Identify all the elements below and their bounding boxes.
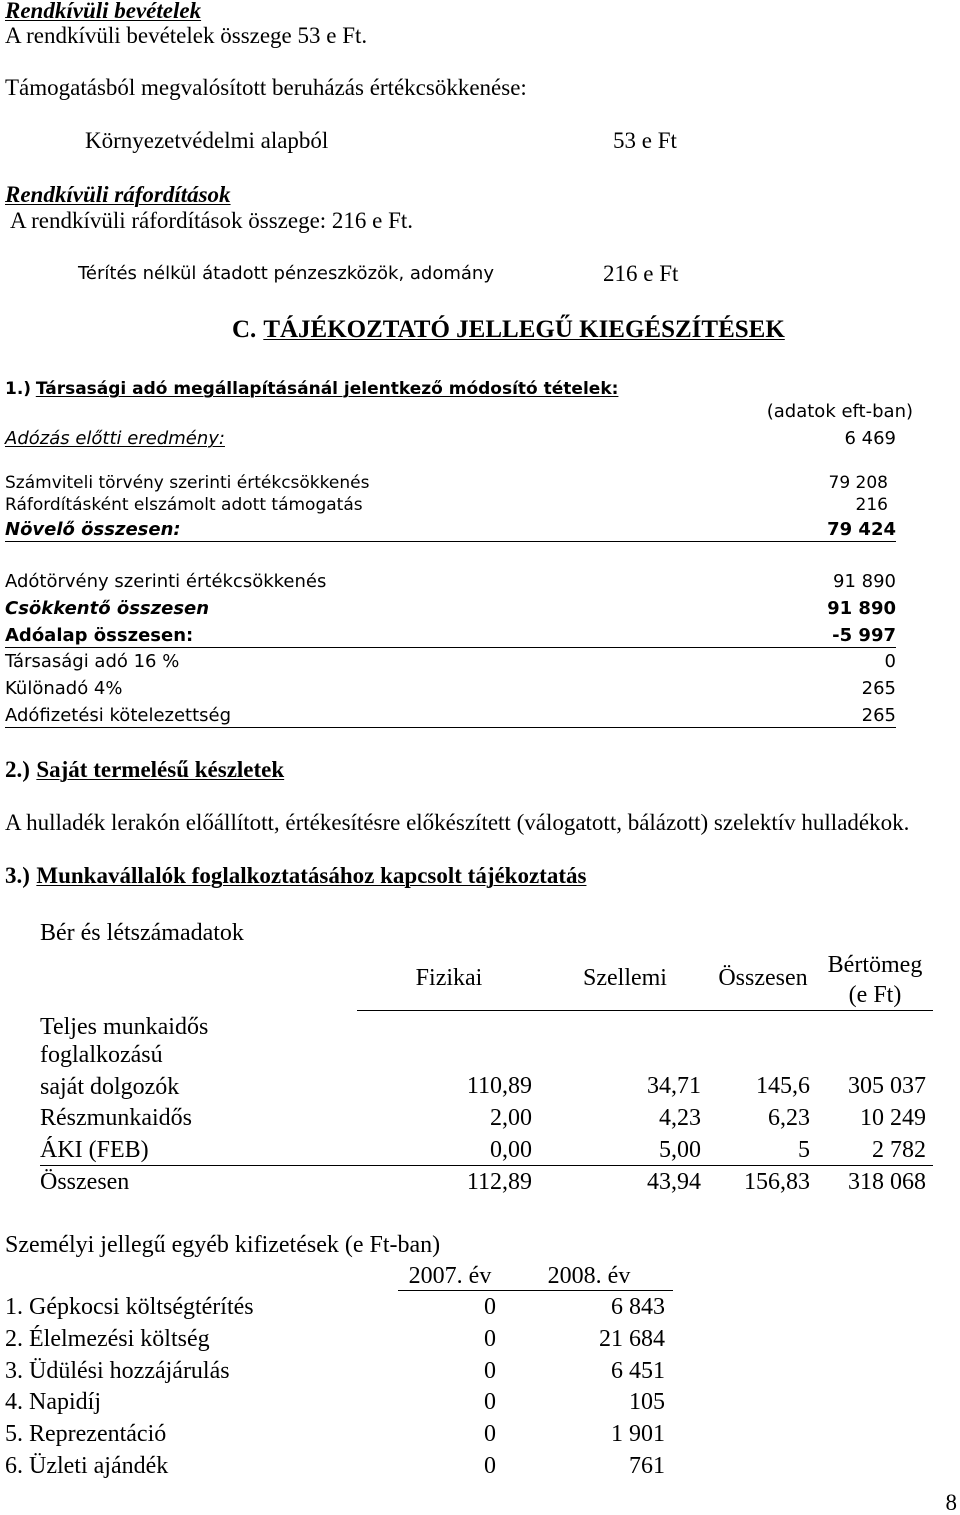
extraordinary-expenses-total: A rendkívüli ráfordítások összege: 216 e Ft. [10,208,414,233]
payment-value-2007: 0 [484,1421,496,1447]
extraordinary-income-total: A rendkívüli bevételek összege 53 e Ft. [5,23,368,48]
inventory-number: 2.) [5,757,30,782]
tax-row-label: Növelő összesen: [5,519,181,540]
section-c-title: TÁJÉKOZTATÓ JELLEGŰ KIEGÉSZÍTÉSEK [263,316,785,343]
payment-value-2008: 6 451 [611,1358,665,1384]
total-rule [40,1165,933,1166]
section-c-heading [232,315,785,345]
table-cell: 5 [798,1137,810,1163]
tax-row-subsidy-expense [5,494,896,516]
payment-value-2007: 0 [484,1294,496,1320]
column-header-white-collar: Szellemi [583,965,667,991]
subsidy-heading: Támogatásból megvalósított beruházás értékcsökkenése: [5,75,527,100]
tax-row-label: Adótörvény szerinti értékcsökkenés [5,571,327,592]
table-cell: 112,89 [466,1169,532,1195]
payment-value-2008: 1 901 [611,1421,665,1447]
tax-row-label: Számviteli törvény szerinti értékcsökkenés [5,473,370,493]
expense-item-label: Térítés nélkül átadott pénzeszközök, adomány [78,263,494,284]
payment-value-2008: 21 684 [599,1326,665,1352]
table-cell: 2,00 [490,1105,532,1131]
tax-row-value: 0 [884,651,896,672]
row-label-full-time-line3: saját dolgozók [40,1074,180,1100]
subsidy-item-value: 53 e Ft [613,128,677,153]
tax-row-accounting-depreciation [5,472,896,494]
tax-row-decrease-total [5,597,896,621]
other-payments-caption: Személyi jellegű egyéb kifizetések (e Ft-ban) [5,1232,441,1258]
inventory-text: A hulladék lerakón előállított, értékesítésre előkészített (válogatott, bálázott) szelektív hulladékok. [5,810,910,835]
payment-label: 2. Élelmezési költség [5,1326,210,1352]
payment-value-2007: 0 [484,1326,496,1352]
table-cell: 2 782 [872,1137,926,1163]
extraordinary-expenses-heading: Rendkívüli ráfordítások [5,182,231,207]
payment-label: 5. Reprezentáció [5,1421,167,1447]
table-cell: 0,00 [490,1137,532,1163]
employment-heading [5,863,586,889]
row-label-part-time: Részmunkaidős [40,1105,192,1131]
column-header-physical: Fizikai [415,965,483,991]
tax-row-label: Adózás előtti eredmény: [5,428,225,449]
column-header-total: Összesen [718,965,808,991]
wage-table-caption: Bér és létszámadatok [40,920,244,946]
inventory-heading [5,757,284,783]
tax-row-value: -5 997 [832,625,896,646]
tax-row-tax-base [5,625,896,648]
header-rule [357,1010,933,1011]
payment-value-2007: 0 [484,1453,496,1479]
table-cell: 10 249 [860,1105,926,1131]
tax-row-corporate-tax [5,650,896,674]
column-header-wage-mass: Bértömeg (e Ft) [827,952,923,1008]
table-cell: 305 037 [848,1073,926,1099]
subsidy-item-label: Környezetvédelmi alapból [85,128,329,153]
corporate-tax-title: Társasági adó megállapításánál jelentkező módosító tételek: [35,379,619,399]
tax-row-value: 265 [861,678,896,699]
row-label-full-time-line1: Teljes munkaidős [40,1014,209,1040]
table-cell: 5,00 [659,1137,701,1163]
table-cell: 34,71 [647,1073,701,1099]
page-number: 8 [945,1490,957,1515]
tax-row-label: Társasági adó 16 % [5,651,180,672]
expense-item-value: 216 e Ft [603,261,679,286]
employment-number: 3.) [5,863,30,888]
unit-note: (adatok eft-ban) [766,401,913,422]
table-cell: 145,6 [756,1073,810,1099]
column-header-2008: 2008. év [547,1263,631,1289]
table-cell: 6,23 [768,1105,810,1131]
other-payments-header-rule [398,1290,673,1291]
tax-row-special-tax [5,677,896,701]
payment-label: 6. Üzleti ajándék [5,1453,169,1479]
payment-value-2008: 6 843 [611,1294,665,1320]
payment-value-2008: 105 [629,1389,665,1415]
section-c-letter: C. [232,316,257,343]
table-cell: 318 068 [848,1169,926,1195]
payment-value-2007: 0 [484,1358,496,1384]
tax-row-label: Adóalap összesen: [5,625,194,646]
row-label-aki: ÁKI (FEB) [40,1137,149,1163]
table-cell: 4,23 [659,1105,701,1131]
corporate-tax-heading [5,377,618,401]
tax-row-value: 91 890 [833,571,896,592]
table-cell: 156,83 [744,1169,810,1195]
tax-row-value: 79 424 [827,519,896,540]
table-cell: 110,89 [466,1073,532,1099]
payment-label: 3. Üdülési hozzájárulás [5,1358,230,1384]
tax-row-value: 6 469 [844,428,896,449]
tax-row-label: Különadó 4% [5,678,123,699]
employment-title: Munkavállalók foglalkoztatásához kapcsolt tájékoztatás [36,863,587,888]
tax-row-label: Adófizetési kötelezettség [5,705,232,726]
tax-row-label: Csökkentő összesen [5,598,210,619]
tax-row-increase-total [5,519,896,542]
inventory-title: Saját termelésű készletek [36,757,285,782]
payment-label: 1. Gépkocsi költségtérítés [5,1294,254,1320]
corporate-tax-number: 1.) [5,379,32,399]
table-cell: 43,94 [647,1169,701,1195]
tax-row-pretax-result [5,427,896,451]
tax-row-value: 216 [855,495,888,515]
payment-value-2008: 761 [629,1453,665,1479]
tax-row-label: Ráfordításként elszámolt adott támogatás [5,495,363,515]
row-label-full-time-line2: foglalkozású [40,1042,163,1068]
column-header-2007: 2007. év [408,1263,492,1289]
payment-label: 4. Napidíj [5,1389,101,1415]
row-label-total: Összesen [40,1169,130,1195]
payment-value-2007: 0 [484,1389,496,1415]
tax-row-value: 91 890 [827,598,896,619]
tax-row-tax-law-depreciation [5,570,896,594]
extraordinary-income-heading: Rendkívüli bevételek [5,0,202,23]
tax-row-value: 79 208 [828,473,888,493]
tax-row-value: 265 [861,705,896,726]
tax-row-tax-liability [5,705,896,728]
